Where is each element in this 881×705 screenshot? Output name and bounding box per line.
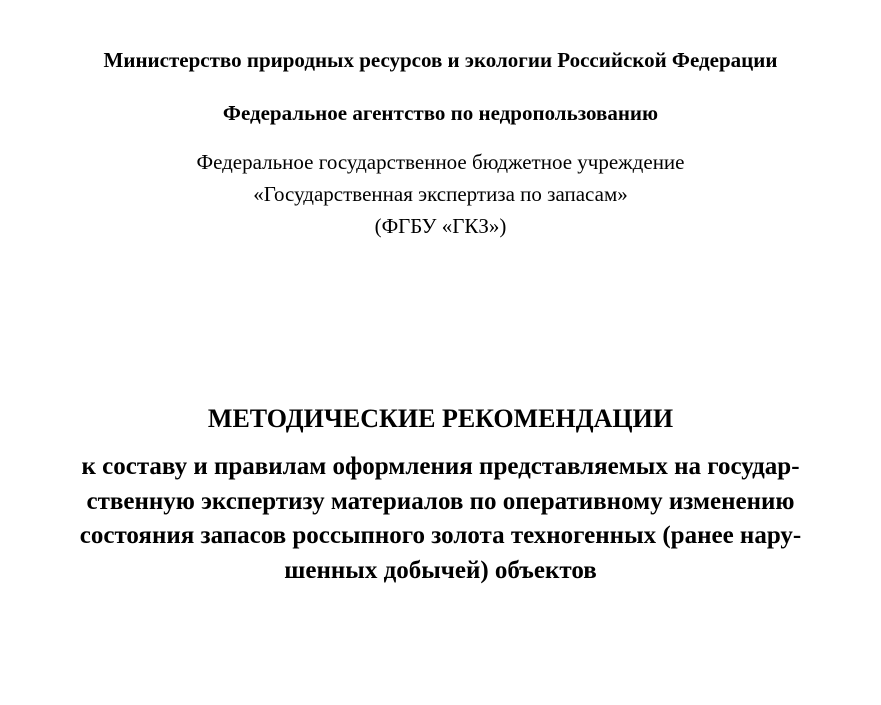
subtitle-line: шенных добычей) объектов bbox=[284, 556, 597, 584]
subtitle-line: состояния запасов россыпного золота техногенных (ранее нару- bbox=[79, 522, 802, 549]
subtitle-line: ственную экспертизу материалов по оперативному изменению bbox=[86, 487, 795, 515]
agency-name: Федеральное агентство по недропользованию bbox=[222, 101, 659, 125]
ministry-name: Министерство природных ресурсов и экологии Российской Федерации bbox=[103, 48, 778, 72]
document-subtitle bbox=[0, 450, 881, 588]
institution-name: «Государственная экспертиза по запасам» bbox=[253, 182, 628, 206]
subtitle-line: к составу и правилам оформления представляемых на государ- bbox=[81, 453, 800, 480]
institution-type: Федеральное государственное бюджетное учреждение bbox=[196, 150, 685, 174]
document-title: МЕТОДИЧЕСКИЕ РЕКОМЕНДАЦИИ bbox=[207, 404, 674, 433]
institution-abbreviation: (ФГБУ «ГКЗ») bbox=[374, 214, 507, 238]
